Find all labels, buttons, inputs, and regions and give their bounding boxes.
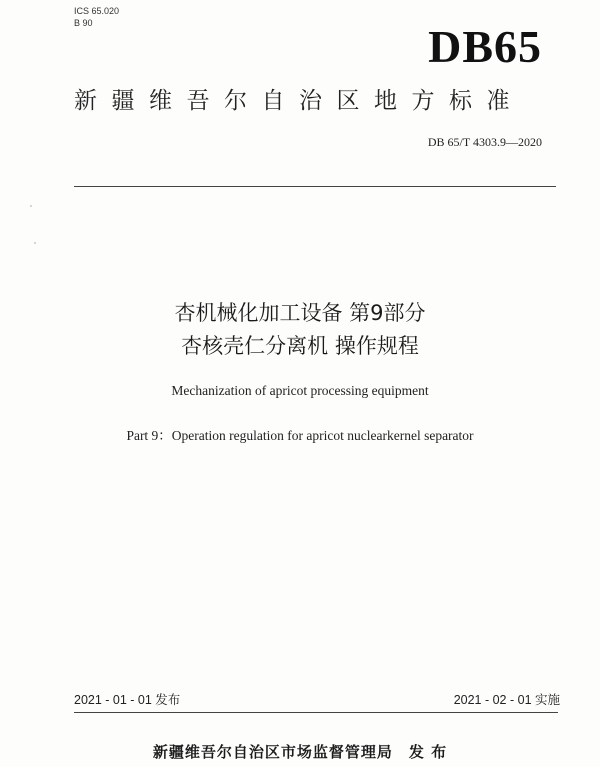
title-english-line-1: Mechanization of apricot processing equipment — [171, 383, 429, 398]
standard-logo: DB65 — [428, 21, 542, 72]
scan-speck — [30, 205, 32, 207]
publish-label: 发 布 — [408, 743, 448, 761]
ccs-code: B 90 — [74, 18, 93, 28]
header-divider — [74, 186, 556, 187]
standard-number: DB 65/T 4303.9—2020 — [427, 135, 542, 149]
ics-code: ICS 65.020 — [74, 6, 120, 16]
document-title-chinese — [0, 297, 600, 363]
title-zh-line-1: 杏机械化加工设备 第9部分 — [174, 301, 426, 325]
footer-divider — [74, 712, 558, 713]
issue-date: 2021 - 01 - 01 发布 — [74, 693, 181, 707]
implementation-date: 2021 - 02 - 01 实施 — [453, 693, 560, 707]
title-english-line-2: Part 9：Operation regulation for apricot nuclearkernel separator — [126, 428, 474, 443]
classification-codes — [74, 5, 119, 29]
scan-speck — [34, 242, 36, 244]
title-zh-line-2: 杏核壳仁分离机 操作规程 — [181, 334, 419, 358]
standard-type-title: 新疆维吾尔自治区地方标准 — [74, 88, 524, 114]
publisher-line — [0, 741, 600, 762]
publisher-name: 新疆维吾尔自治区市场监督管理局 — [152, 743, 393, 761]
